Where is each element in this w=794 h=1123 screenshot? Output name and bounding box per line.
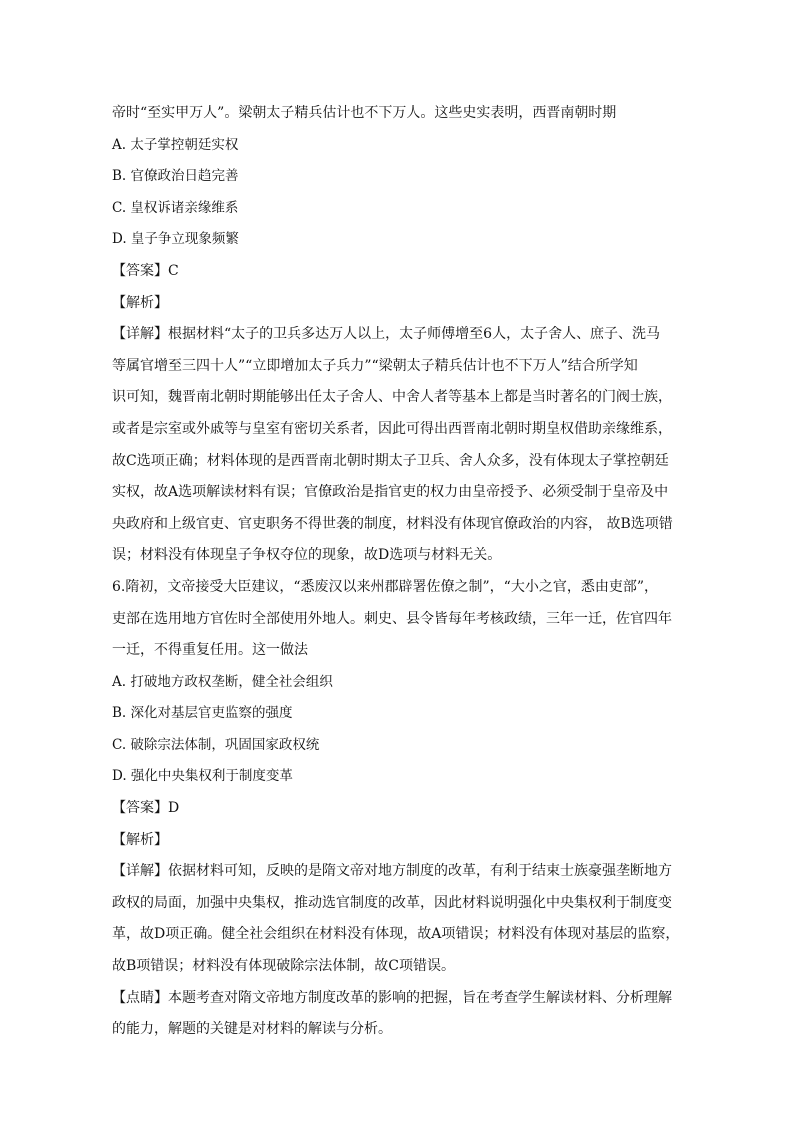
question-text-line: 帝时“至实甲万人”。梁朝太子精兵估计也不下万人。这些史实表明，西晋南朝时期 <box>112 105 617 121</box>
explanation-line: 故C选项正确；材料体现的是西晋南北朝时期太子卫兵、舍人众多，没有体现太子掌控朝廷 <box>112 452 669 469</box>
option-c: C. 破除宗法体制，巩固国家政权统 <box>112 736 320 753</box>
question-text-line: 吏部在选用地方官佐时全部使用外地人。刺史、县令皆每年考核政绩，三年一迁，佐官四年 <box>112 610 672 627</box>
explanation-line: 等属官增至三四十人”“立即增加太子兵力”“梁朝太子精兵估计也不下万人”结合所学知 <box>112 357 638 374</box>
option-d: D. 皇子争立现象频繁 <box>112 231 239 248</box>
option-a: A. 太子掌控朝廷实权 <box>112 136 239 153</box>
analysis-label: 【解析】 <box>112 294 168 311</box>
answer-label: 【答案】D <box>112 800 180 817</box>
analysis-label: 【解析】 <box>112 831 168 848</box>
explanation-line: 革，故D项正确。健全社会组织在材料没有体现，故A项错误；材料没有体现对基层的监察， <box>112 926 680 943</box>
option-c: C. 皇权诉诸亲缘维系 <box>112 199 239 216</box>
explanation-line: 故B项错误；材料没有体现破除宗法体制，故C项错误。 <box>112 958 455 975</box>
explanation-line: 【详解】依据材料可知，反映的是隋文帝对地方制度的改革，有利于结束士族豪强垄断地方 <box>112 863 672 880</box>
comment-line: 的能力，解题的关键是对材料的解读与分析。 <box>112 1021 392 1038</box>
explanation-line: 央政府和上级官吏、官吏职务不得世袭的制度，材料没有体现官僚政治的内容， 故B选项错 <box>112 515 673 532</box>
comment-line: 【点睛】本题考查对隋文帝地方制度改革的影响的把握，旨在考查学生解读材料、分析理解 <box>112 989 672 1006</box>
document-page <box>112 98 692 1046</box>
explanation-line: 实权，故A选项解读材料有误；官僚政治是指官吏的权力由皇帝授予、必须受制于皇帝及中 <box>112 484 669 501</box>
option-d: D. 强化中央集权利于制度变革 <box>112 768 293 785</box>
explanation-line: 识可知，魏晋南北朝时期能够出任太子舍人、中舍人者等基本上都是当时著名的门阀士族， <box>112 389 672 406</box>
explanation-line: 政权的局面，加强中央集权，推动选官制度的改革，因此材料说明强化中央集权利于制度变 <box>112 894 672 911</box>
option-b: B. 官僚政治日趋完善 <box>112 168 239 185</box>
explanation-line: 或者是宗室或外戚等与皇室有密切关系者，因此可得出西晋南北朝时期皇权借助亲缘维系， <box>112 420 672 437</box>
answer-label: 【答案】C <box>112 262 179 279</box>
explanation-line: 【详解】根据材料“太子的卫兵多达万人以上，太子师傅增至6人，太子舍人、庶子、洗马 <box>112 326 661 343</box>
option-b: B. 深化对基层官吏监察的强度 <box>112 705 293 722</box>
option-a: A. 打破地方政权垄断，健全社会组织 <box>112 673 333 690</box>
explanation-line: 误；材料没有体现皇子争权夺位的现象，故D选项与材料无关。 <box>112 547 502 564</box>
question-text-line: 6.隋初，文帝接受大臣建议，“悉废汉以来州郡辟署佐僚之制”，“大小之官，悉由吏部”， <box>112 578 658 595</box>
question-text-line: 一迁，不得重复任用。这一做法 <box>112 642 308 659</box>
